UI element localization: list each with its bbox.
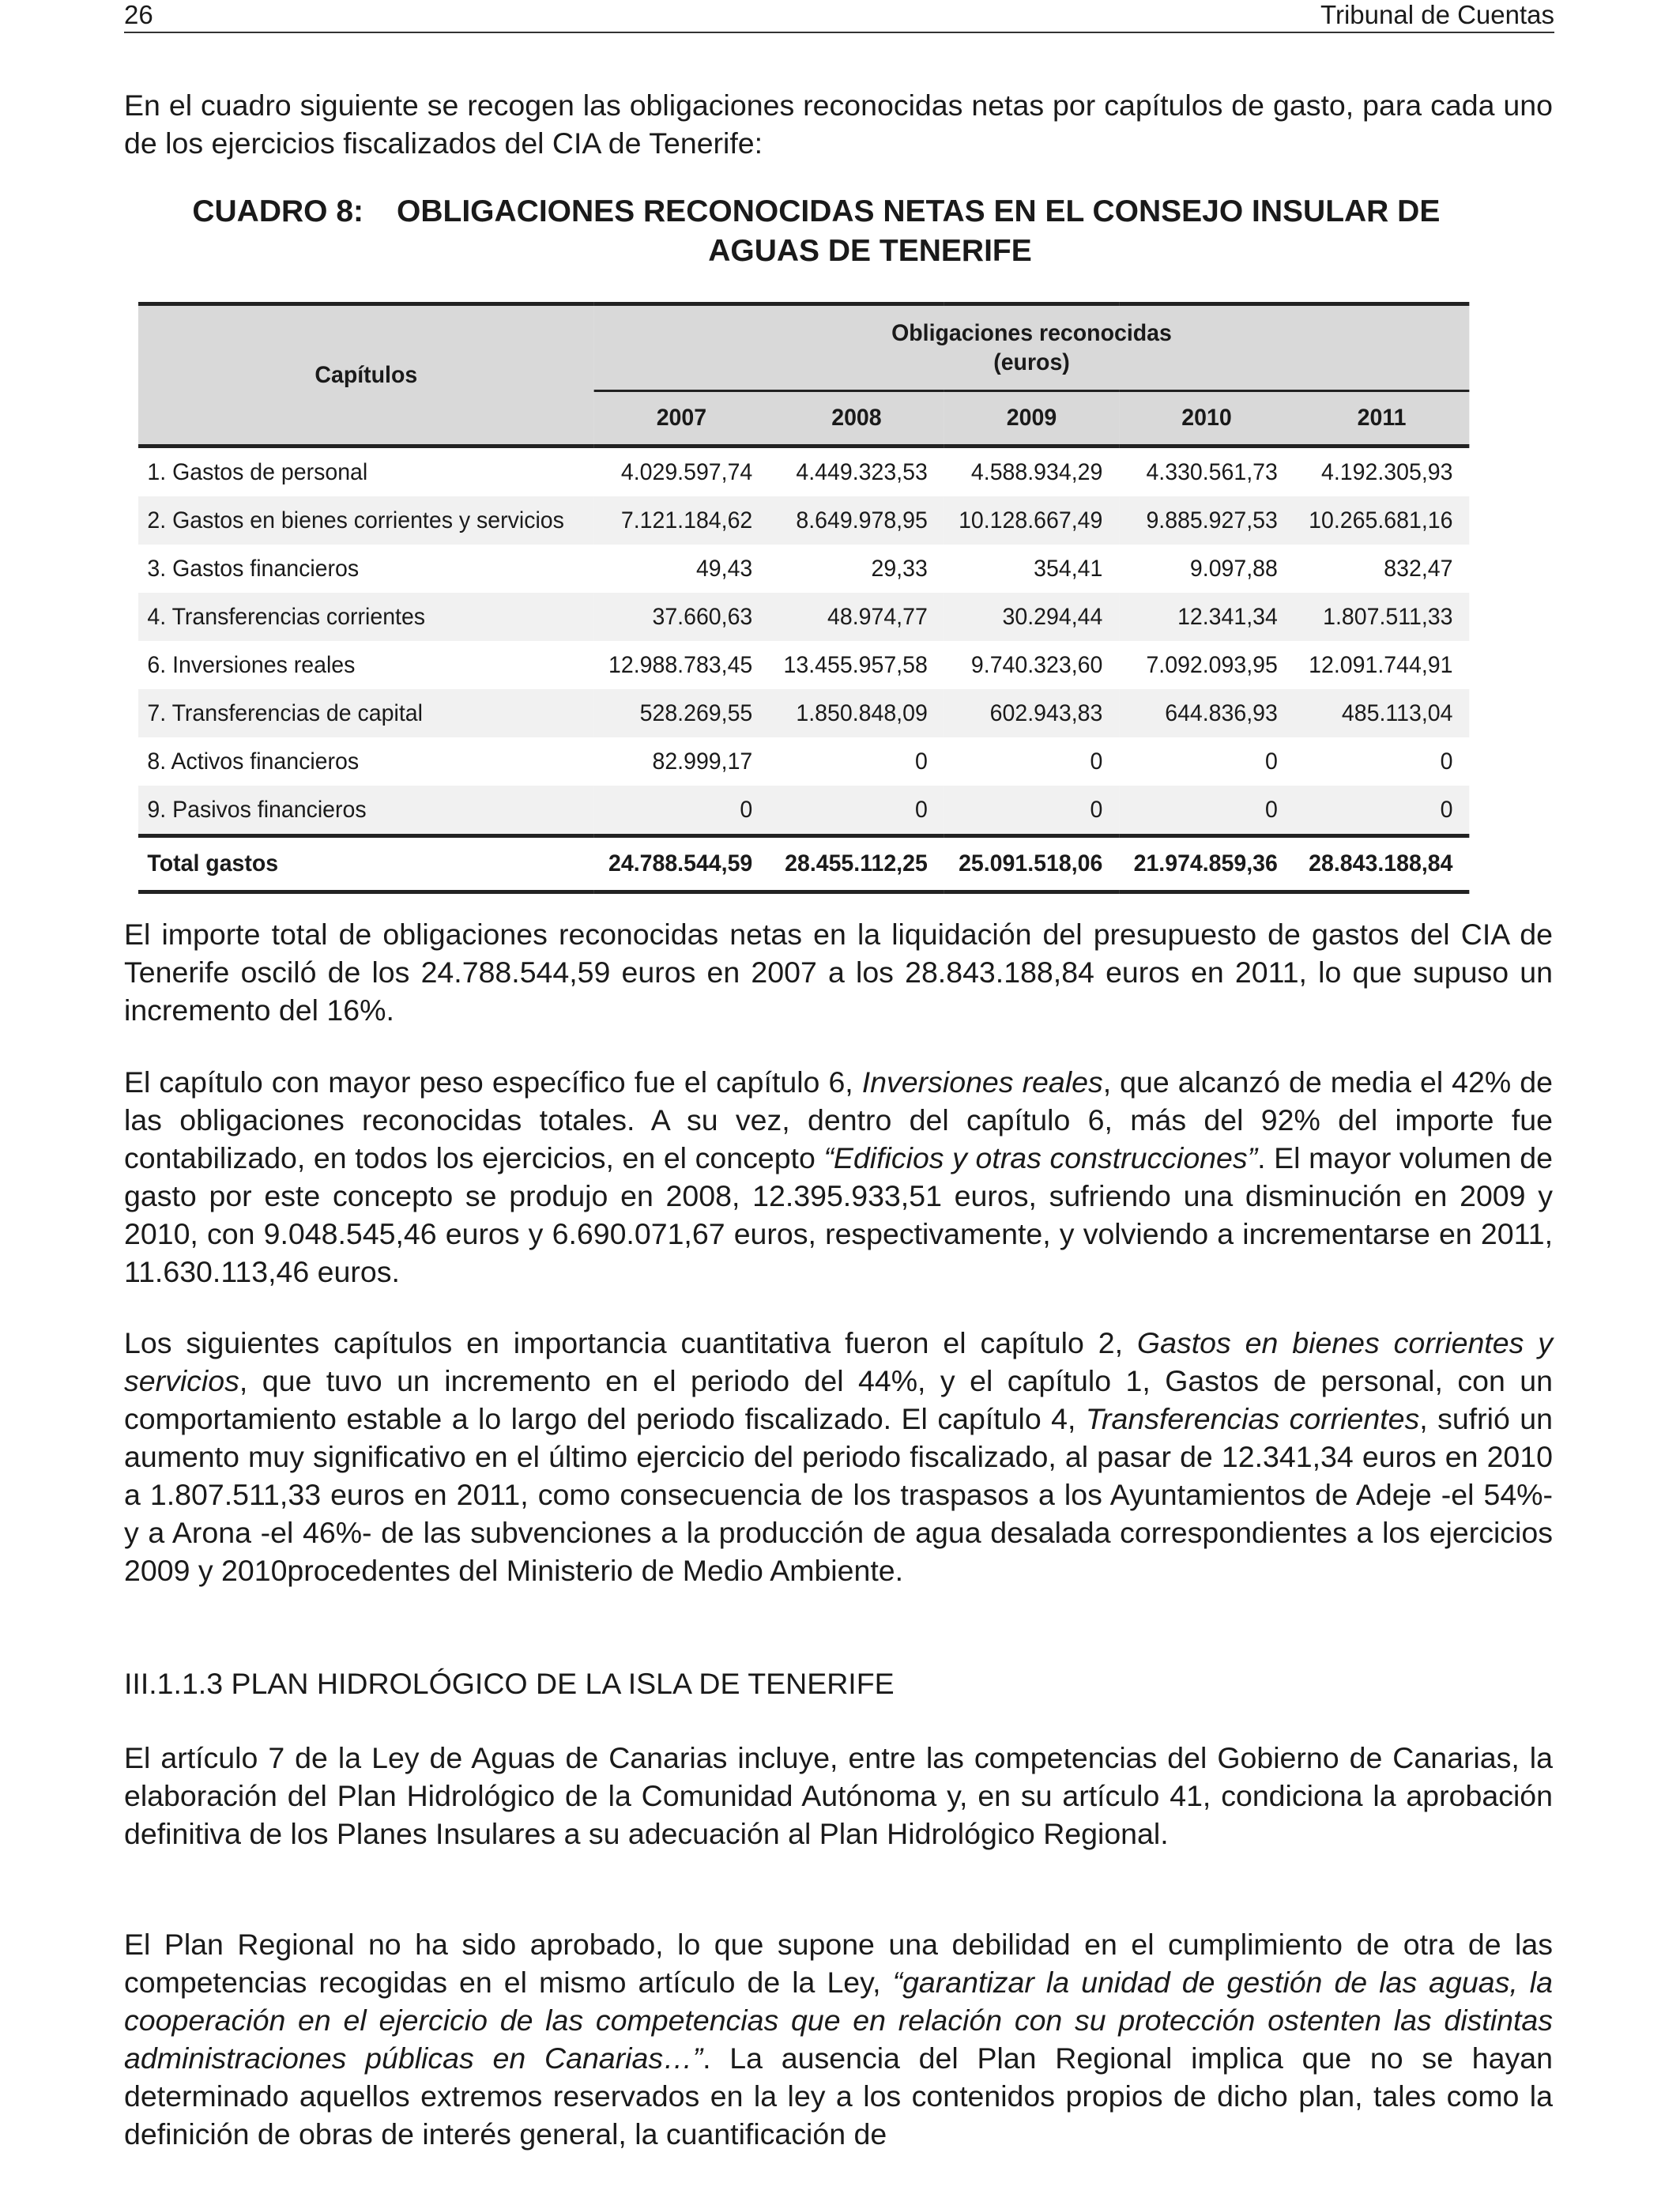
table-title-line1: OBLIGACIONES RECONOCIDAS NETAS EN EL CONSEJO INSULAR DE xyxy=(397,194,1441,228)
table-row xyxy=(138,641,1469,689)
table-cell: 1.850.848,09 xyxy=(769,689,944,737)
table-cell: 9.740.323,60 xyxy=(970,651,1103,678)
table-cell: 0 xyxy=(594,786,770,836)
table-cell: 0 xyxy=(1294,786,1470,836)
table-cell: 4.588.934,29 xyxy=(970,458,1103,485)
column-header-capitulos: Capítulos xyxy=(138,304,594,447)
text-run: . El mayor volumen de gasto por este concepto se produjo en 2008, 12.395.933,51 euros, sufriendo una disminución en 2009 y 2010, con 9.048.545,46 euros y 6.690.071,67 euros, respectivamente, y volviendo a incrementarse en 2011, 11.630.113,46 euros. xyxy=(124,1141,1554,1288)
text-run: , que alcanzó de media el 42% de las obligaciones reconocidas totales. A su vez, dentro del capítulo 6, más del 92% del importe fue contabilizado, en todos los ejercicios, en el concepto xyxy=(124,1065,1553,1174)
table-row xyxy=(138,496,1469,545)
table-cell: 0 xyxy=(944,786,1120,836)
table-row xyxy=(138,545,1469,593)
table-cell: 832,47 xyxy=(1384,555,1453,582)
emphasis-run: Inversiones reales xyxy=(861,1065,1103,1099)
text-run: , que tuvo un incremento en el periodo del 44%, y el capítulo 1, Gastos de personal, con un comportamiento estable a lo largo del periodo fiscalizado. El capítulo 4, xyxy=(124,1364,1553,1435)
total-label: Total gastos xyxy=(138,836,594,892)
row-label: 9. Pasivos financieros xyxy=(138,786,594,836)
column-header-year: 2009 xyxy=(944,391,1120,447)
total-cell: 28.455.112,25 xyxy=(769,836,944,892)
table-cell: 48.974,77 xyxy=(769,593,944,641)
running-header xyxy=(124,0,1554,33)
table-cell: 10.128.667,49 xyxy=(944,496,1120,545)
table-cell: 12.341,34 xyxy=(1119,593,1294,641)
row-label: 3. Gastos financieros xyxy=(147,555,360,582)
emphasis-run: “garantizar la unidad de gestión de las aguas, la cooperación en el ejercicio de las competencias que en relación con su protección ostenten las distintas administraciones públicas en Canarias…” xyxy=(124,1966,1553,2075)
column-group-header xyxy=(594,304,1470,391)
table-cell: 37.660,63 xyxy=(594,593,770,641)
table-cell: 354,41 xyxy=(1034,555,1103,582)
table-title xyxy=(124,192,1553,271)
table-cell: 4.192.305,93 xyxy=(1321,458,1453,485)
total-row xyxy=(138,836,1469,892)
column-header-year: 2011 xyxy=(1294,391,1470,447)
total-cell: 21.974.859,36 xyxy=(1119,836,1294,892)
table-cell: 0 xyxy=(1440,748,1453,775)
paragraph-otros-capitulos xyxy=(124,1324,1553,1589)
text-run: El capítulo con mayor peso específico fue el capítulo 6, xyxy=(124,1065,862,1099)
row-label: 2. Gastos en bienes corrientes y servicios xyxy=(138,496,594,545)
table-cell: 7.092.093,95 xyxy=(1146,651,1278,678)
total-cell: 28.843.188,84 xyxy=(1294,836,1470,892)
table-cell: 644.836,93 xyxy=(1119,689,1294,737)
table-cell: 485.113,04 xyxy=(1294,689,1470,737)
row-label: 7. Transferencias de capital xyxy=(138,689,594,737)
table-cell: 10.265.681,16 xyxy=(1294,496,1470,545)
table-cell: 0 xyxy=(769,786,944,836)
section-heading: III.1.1.3 PLAN HIDROLÓGICO DE LA ISLA DE TENERIFE xyxy=(124,1667,895,1700)
row-label: 6. Inversiones reales xyxy=(147,651,356,678)
table-cell: 9.885.927,53 xyxy=(1119,496,1294,545)
table-cell: 4.029.597,74 xyxy=(620,458,753,485)
table-cell: 29,33 xyxy=(871,555,928,582)
paragraph-plan-regional xyxy=(124,1925,1553,2153)
text-run: Los siguientes capítulos en importancia cuantitativa fueron el capítulo 2, xyxy=(124,1326,1137,1359)
table-cell: 82.999,17 xyxy=(652,748,753,775)
table-row xyxy=(138,447,1469,497)
table-cell: 0 xyxy=(1119,786,1294,836)
table-cell: 528.269,55 xyxy=(594,689,770,737)
emphasis-run: “Edificios y otras construcciones” xyxy=(823,1141,1258,1174)
table-row xyxy=(138,786,1469,836)
table-label: CUADRO 8: xyxy=(192,194,363,228)
column-header-year: 2007 xyxy=(594,391,770,447)
emphasis-run: Gastos en bienes corrientes y servicios xyxy=(124,1326,1553,1397)
paragraph-ley-aguas: El artículo 7 de la Ley de Aguas de Canarias incluye, entre las competencias del Gobierno de Canarias, la elaboración del Plan Hidrológico de la Comunidad Autónoma y, en su artículo 41, condiciona la aprobación definitiva de los Planes Insulares a su adecuación al Plan Hidrológico Regional. xyxy=(124,1741,1553,1850)
emphasis-run: Transferencias corrientes xyxy=(1085,1402,1420,1435)
table-title-line2: AGUAS DE TENERIFE xyxy=(708,234,1032,268)
header-institution: Tribunal de Cuentas xyxy=(1320,0,1554,29)
row-label: 4. Transferencias corrientes xyxy=(138,593,594,641)
table-cell: 7.121.184,62 xyxy=(594,496,770,545)
table-cell: 49,43 xyxy=(695,555,753,582)
table-row xyxy=(138,689,1469,737)
group-header-line1: Obligaciones reconocidas xyxy=(891,320,1172,346)
table-cell: 8.649.978,95 xyxy=(769,496,944,545)
total-cell: 25.091.518,06 xyxy=(944,836,1120,892)
table-cell: 0 xyxy=(914,748,928,775)
table-cell: 602.943,83 xyxy=(944,689,1120,737)
table-cell: 4.330.561,73 xyxy=(1146,458,1278,485)
group-header-line2: (euros) xyxy=(993,349,1070,375)
row-label: 8. Activos financieros xyxy=(147,748,360,775)
page-number: 26 xyxy=(124,0,153,29)
total-cell: 24.788.544,59 xyxy=(594,836,770,892)
table-cell: 30.294,44 xyxy=(944,593,1120,641)
text-run: . La ausencia del Plan Regional implica que no se hayan determinado aquellos extremos reservados en la ley a los contenidos propios de dicho plan, tales como la definición de obras de interés general, la cuantificación de xyxy=(124,2041,1553,2151)
column-header-year: 2010 xyxy=(1119,391,1294,447)
table-cell: 12.988.783,45 xyxy=(608,651,753,678)
intro-paragraph: En el cuadro siguiente se recogen las obligaciones reconocidas netas por capítulos de gasto, para cada uno de los ejercicios fiscalizados del CIA de Tenerife: xyxy=(124,89,1553,160)
obligaciones-table xyxy=(138,302,1469,894)
paragraph-capitulo-6 xyxy=(124,1063,1553,1291)
table-row xyxy=(138,593,1469,641)
paragraph-total-importe: El importe total de obligaciones reconocidas netas en la liquidación del presupuesto de gastos del CIA de Tenerife osciló de los 24.788.544,59 euros en 2007 a los 28.843.188,84 euros en 2011, lo que supuso un incremento del 16%. xyxy=(124,918,1553,1027)
table-cell: 0 xyxy=(1265,748,1278,775)
table-cell: 4.449.323,53 xyxy=(796,458,928,485)
table-cell: 13.455.957,58 xyxy=(783,651,928,678)
table-cell: 9.097,88 xyxy=(1189,555,1278,582)
table-cell: 0 xyxy=(1090,748,1103,775)
table-cell: 12.091.744,91 xyxy=(1309,651,1453,678)
row-label: 1. Gastos de personal xyxy=(147,458,368,485)
table-row xyxy=(138,737,1469,786)
text-run: El Plan Regional no ha sido aprobado, lo que supone una debilidad en el cumplimiento de otra de las competencias recogidas en el mismo artículo de la Ley, xyxy=(124,1928,1553,1999)
text-run: , sufrió un aumento muy significativo en el último ejercicio del periodo fiscalizado, al pasar de 12.341,34 euros en 2010 a 1.807.511,33 euros en 2011, como consecuencia de los traspasos a los Ayuntamientos de Adeje -el 54%- y a Arona -el 46%- de las subvenciones a la producción de agua desalada correspondientes a los ejercicios 2009 y 2010procedentes del Ministerio de Medio Ambiente. xyxy=(124,1402,1553,1587)
table-cell: 1.807.511,33 xyxy=(1294,593,1470,641)
column-header-year: 2008 xyxy=(769,391,944,447)
